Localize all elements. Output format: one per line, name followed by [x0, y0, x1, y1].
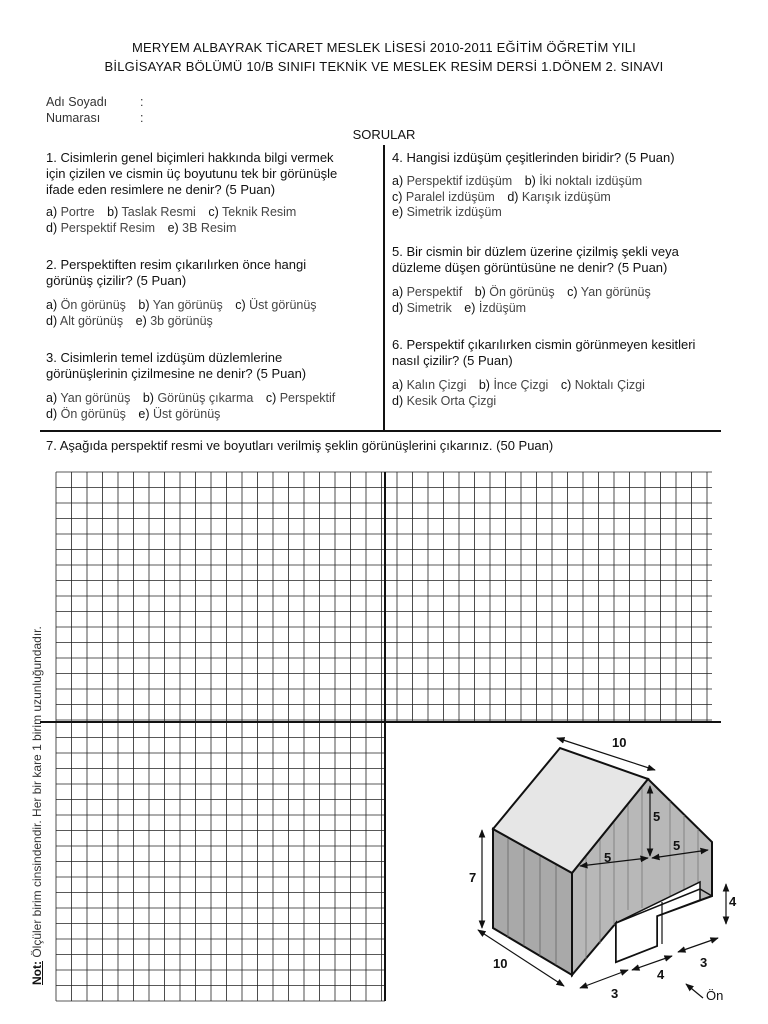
option-text: Perspektif Resim	[60, 220, 156, 235]
section-title: SORULAR	[352, 127, 416, 142]
option-letter: e)	[138, 406, 154, 421]
option-letter: d)	[507, 189, 522, 204]
question-line: 2. Perspektiften resim çıkarılırken önce hangi	[46, 257, 307, 272]
front-view-label: Ön	[706, 988, 724, 1003]
dim-door-width: 4	[657, 967, 665, 982]
question-line: nasıl çizilir? (5 Puan)	[392, 353, 513, 368]
question-line: görünüşlerinin çizilmesine ne denir? (5 Puan)	[46, 366, 307, 381]
option-text: Üst görünüş	[249, 298, 317, 312]
option-text: İzdüşüm	[478, 300, 527, 315]
option-letter: c)	[235, 298, 250, 312]
option-letter: d)	[46, 313, 60, 328]
option-text: İnce Çizgi	[493, 378, 549, 392]
dim-gable-height: 5	[653, 809, 661, 824]
exam-title: BİLGİSAYAR BÖLÜMÜ 10/B SINIFI TEKNİK VE MESLEK RESİM DERSİ 1.DÖNEM 2. SINAVI	[104, 59, 664, 74]
note-text: Ölçüler birim cinsindendir. Her bir kare 1 birim uzunluğundadır.	[30, 626, 44, 961]
option-text: Noktalı Çizgi	[574, 378, 645, 392]
name-colon: :	[140, 95, 144, 109]
option-text: Perspektif izdüşüm	[406, 174, 513, 188]
option-letter: e)	[464, 300, 479, 315]
name-label: Adı Soyadı	[46, 95, 108, 109]
dim-roof-length: 10	[612, 735, 627, 750]
option-text: Görünüş çıkarma	[157, 391, 254, 405]
option-letter: a)	[46, 391, 61, 405]
side-note	[30, 565, 50, 985]
question-line: 4. Hangisi izdüşüm çeşitlerinden biridir? (5 Puan)	[392, 150, 675, 165]
option-letter: e)	[167, 220, 183, 235]
question-line: 5. Bir cismin bir düzlem üzerine çizilmiş şekli veya	[392, 244, 679, 259]
option-letter: a)	[392, 378, 407, 392]
dim-depth: 10	[493, 956, 508, 971]
option-text: Kesik Orta Çizgi	[406, 393, 497, 408]
note-label: Not:	[30, 961, 44, 985]
option-text: Perspektif	[279, 391, 336, 405]
option-text: Portre	[60, 205, 95, 219]
option-letter: c)	[560, 378, 575, 392]
option-text: Ön görünüş	[60, 298, 126, 312]
option-text: 3b görünüş	[150, 313, 213, 328]
school-title: MERYEM ALBAYRAK TİCARET MESLEK LİSESİ 2010-2011 EĞİTİM ÖĞRETİM YILI	[132, 40, 636, 55]
option-letter: d)	[392, 393, 407, 408]
dim-wall-height: 7	[469, 870, 477, 885]
question-line: görünüş çizilir? (5 Puan)	[46, 273, 187, 288]
option-letter: c)	[567, 285, 581, 299]
option-text: Üst görünüş	[153, 406, 221, 421]
option-letter: b)	[474, 285, 490, 299]
question-line: için çizilen ve cismin üç boyutunu tek bir görünüşle	[46, 166, 338, 181]
dim-gable-half-right: 5	[673, 838, 681, 853]
number-label: Numarası	[46, 111, 101, 125]
question-7: 7. Aşağıda perspektif resmi ve boyutları verilmiş şeklin görünüşlerini çıkarınız. (50 Puan)	[46, 438, 554, 453]
option-text: Yan görünüş	[152, 298, 223, 312]
option-letter: b)	[524, 174, 540, 188]
option-letter: a)	[392, 285, 407, 299]
option-letter: e)	[392, 205, 407, 219]
option-text: Ön görünüş	[489, 285, 555, 299]
option-text: Taslak Resmi	[121, 205, 196, 219]
question-line: 6. Perspektif çıkarılırken cismin görünmeyen kesitleri	[392, 337, 696, 352]
option-letter: d)	[392, 300, 407, 315]
question-line: ifade eden resimlere ne denir? (5 Puan)	[46, 182, 276, 197]
option-text: Paralel izdüşüm	[405, 189, 495, 204]
dim-door-height: 4	[729, 894, 737, 909]
option-text: Yan görünüş	[580, 285, 651, 299]
option-letter: c)	[265, 391, 280, 405]
option-text: Simetrik izdüşüm	[406, 205, 502, 219]
option-text: Kalın Çizgi	[406, 378, 467, 392]
option-text: Ön görünüş	[60, 406, 126, 421]
option-letter: b)	[142, 391, 158, 405]
dim-front-right: 3	[700, 955, 708, 970]
option-letter: a)	[392, 174, 407, 188]
option-letter: d)	[46, 220, 61, 235]
option-text: Alt görünüş	[59, 313, 124, 328]
house-perspective-figure	[455, 728, 745, 1008]
question-line: 3. Cisimlerin temel izdüşüm düzlemlerine	[46, 350, 283, 365]
option-text: Karışık izdüşüm	[521, 189, 611, 204]
option-letter: c)	[392, 189, 406, 204]
option-text: Simetrik	[406, 300, 452, 315]
dim-gable-half-left: 5	[604, 850, 612, 865]
option-letter: a)	[46, 205, 61, 219]
option-letter: b)	[107, 205, 122, 219]
option-letter: a)	[46, 298, 61, 312]
question-line: düzleme düşen görüntüsüne ne denir? (5 Puan)	[392, 260, 668, 275]
option-letter: d)	[46, 406, 61, 421]
option-text: Yan görünüş	[60, 391, 131, 405]
option-letter: b)	[138, 298, 153, 312]
option-text: 3B Resim	[182, 220, 237, 235]
option-letter: b)	[478, 378, 494, 392]
dim-front-left: 3	[611, 986, 619, 1001]
number-colon: :	[140, 111, 144, 125]
question-line: 1. Cisimlerin genel biçimleri hakkında bilgi vermek	[46, 150, 334, 165]
option-text: Perspektif	[406, 285, 463, 299]
option-letter: e)	[135, 313, 151, 328]
option-letter: c)	[208, 205, 223, 219]
option-text: Teknik Resim	[222, 205, 297, 219]
option-text: İki noktalı izdüşüm	[539, 174, 643, 188]
